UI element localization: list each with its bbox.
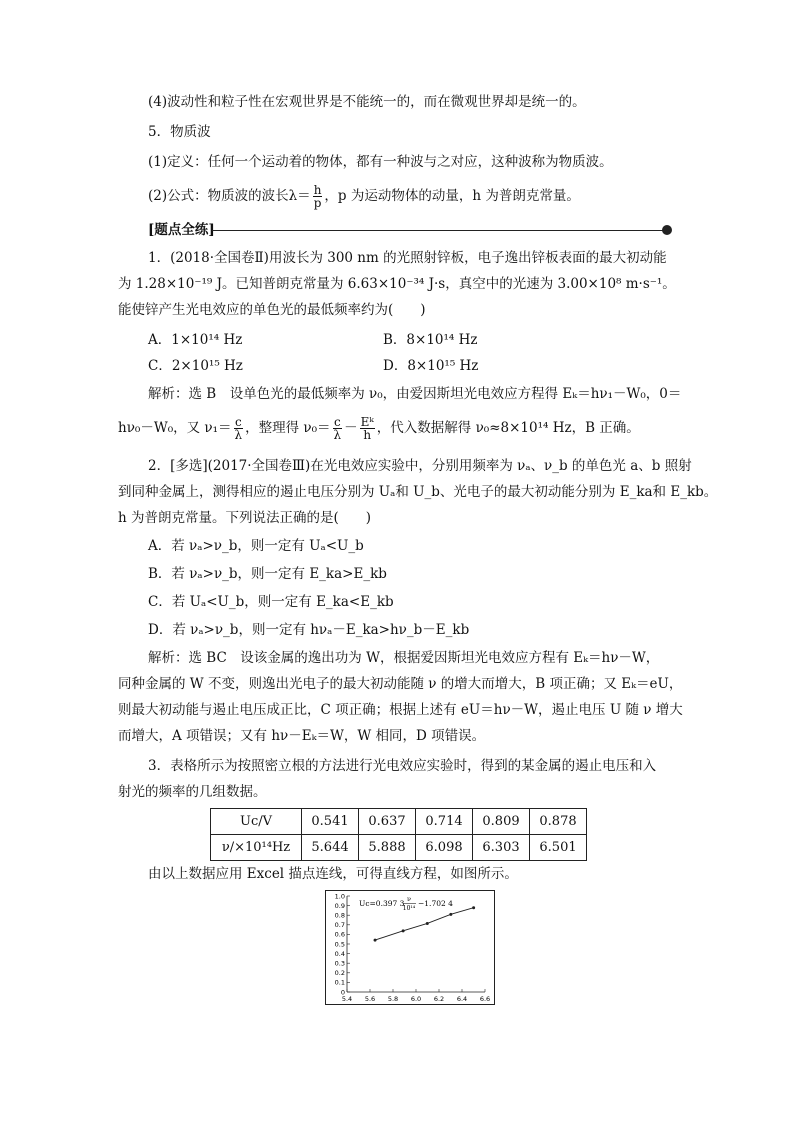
q3-line-1: 3．表格所示为按照密立根的方法进行光电效应实验时，得到的某金属的遏止电压和入 [148, 758, 657, 774]
q2-option-c: C．若 Uₐ<U_b，则一定有 E_ka<E_kb [148, 594, 394, 610]
table-cell: 5.644 [302, 835, 359, 861]
q2-line-1: 2．[多选](2017·全国卷Ⅲ)在光电效应实验中，分别用频率为 νₐ、ν_b 的单色光 a、b 照射 [148, 458, 692, 474]
q1-solution-line-2: hν₀－W₀，又 ν₁＝ $\frac{c}{\lambda}$ ，整理得 ν₀＝ $\frac{c}{\lambda}$ － $\frac{\text{Eᵏ}}{h}$ ，代入数据解得 ν₀≈8×10¹⁴ Hz，B 正确。 [118, 415, 640, 442]
paragraph-formula [148, 184, 580, 209]
data-point [374, 939, 377, 942]
section-dot-icon [662, 225, 672, 235]
x-tick-label: 6.2 [433, 995, 445, 1003]
q2-solution-line-3: 则最大初动能与遏止电压成正比，C 项正确；根据上述有 eU＝hν－W，遏止电压 U 随 ν 增大 [118, 702, 683, 718]
y-tick-label: 0 [340, 988, 345, 997]
x-tick-label: 5.4 [341, 995, 353, 1003]
chart-equation: Uc=0.397 3 [359, 899, 405, 908]
line-chart [325, 890, 495, 1005]
chart-equation-frac-num: ν [407, 895, 411, 903]
q2-solution-line-1: 解析：选 BC 设该金属的逸出功为 W，根据爱因斯坦光电效应方程有 Eₖ＝hν－W， [148, 650, 660, 666]
y-tick-label: 0.7 [334, 921, 345, 930]
q1-option-b: B．8×10¹⁴ Hz [383, 332, 478, 348]
table-cell: 6.098 [416, 835, 473, 861]
table-cell: 6.303 [473, 835, 530, 861]
fraction-c-over-lambda: $\frac{c}{\lambda}$ [234, 415, 243, 442]
fraction-ek-over-h: $\frac{\text{Eᵏ}}{h}$ [360, 415, 374, 442]
q2-line-3: h 为普朗克常量。下列说法正确的是( ) [118, 510, 372, 526]
table-cell: ν/×10¹⁴Hz [211, 835, 302, 861]
x-tick-label: 5.8 [387, 995, 399, 1003]
table-cell: 6.501 [530, 835, 587, 861]
table-cell: Uc/V [211, 809, 302, 835]
x-tick-label: 6.4 [456, 995, 468, 1003]
q3-line-2: 射光的频率的几组数据。 [118, 784, 267, 800]
table-cell: 0.637 [359, 809, 416, 835]
q1-line-1: 1．(2018·全国卷Ⅱ)用波长为 300 nm 的光照射锌板，电子逸出锌板表面的最大初动能 [148, 250, 667, 266]
y-tick-label: 0.5 [334, 940, 345, 949]
data-point [402, 929, 405, 932]
q2-solution-line-4: 而增大，A 项错误；又有 hν－Eₖ＝W，W 相同，D 项错误。 [118, 728, 486, 744]
paragraph-definition: (1)定义：任何一个运动着的物体，都有一种波与之对应，这种波称为物质波。 [148, 154, 613, 170]
q2-solution-line-2: 同种金属的 W 不变，则逸出光电子的最大初动能随 ν 的增大而增大，B 项正确；又 Eₖ＝eU， [118, 676, 683, 692]
y-tick-label: 0.2 [334, 969, 345, 978]
chart-equation-frac-den: 10¹⁴ [402, 905, 416, 912]
q1-solution-line-1: 解析：选 B 设单色光的最低频率为 ν₀，由爱因斯坦光电效应方程得 Eₖ＝hν₁－W₀，0＝ [148, 386, 682, 402]
q2-option-a: A．若 νₐ>ν_b，则一定有 Uₐ<U_b [148, 538, 364, 554]
y-tick-label: 0.4 [334, 949, 345, 958]
fraction-c-over-lambda-2: $\frac{c}{\lambda}$ [333, 415, 342, 442]
y-tick-label: 0.9 [334, 901, 345, 910]
y-tick-label: 0.1 [334, 978, 345, 987]
x-tick-label: 6.6 [479, 995, 491, 1003]
q1-line-2: 为 1.28×10⁻¹⁹ J。已知普朗克常量为 6.63×10⁻³⁴ J·s，真空中的光速为 3.00×10⁸ m·s⁻¹。 [118, 276, 676, 292]
y-tick-label: 1.0 [334, 892, 345, 901]
section-title: [题点全练] [148, 222, 215, 238]
q2-line-2: 到同种金属上，测得相应的遏止电压分别为 Uₐ和 U_b、光电子的最大初动能分别为 E_ka和 E_kb。 [118, 484, 718, 500]
y-tick-label: 0.6 [334, 930, 345, 939]
q1-line-3: 能使锌产生光电效应的单色光的最低频率约为( ) [118, 302, 426, 318]
data-table [210, 808, 587, 861]
table-row [211, 835, 587, 861]
table-cell: 5.888 [359, 835, 416, 861]
x-tick-label: 5.6 [364, 995, 376, 1003]
q1-option-c: C．2×10¹⁵ Hz [148, 358, 243, 374]
formula-text-a: (2)公式：物质波的波长λ＝ [148, 188, 311, 204]
table-cell: 0.809 [473, 809, 530, 835]
data-point [449, 913, 452, 916]
series-line [375, 908, 474, 940]
data-point [472, 906, 475, 909]
table-cell: 0.714 [416, 809, 473, 835]
table-row [211, 809, 587, 835]
formula-text-b: ，p 为运动物体的动量，h 为普朗克常量。 [324, 188, 580, 204]
heading-matter-wave: 5．物质波 [148, 124, 211, 140]
y-tick-label: 0.8 [334, 911, 345, 920]
table-cell: 0.541 [302, 809, 359, 835]
q1-option-d: D．8×10¹⁵ Hz [383, 358, 479, 374]
q2-option-b: B．若 νₐ>ν_b，则一定有 E_ka>E_kb [148, 566, 387, 582]
section-rule [212, 230, 664, 231]
y-tick-label: 0.3 [334, 959, 345, 968]
q1-option-a: A．1×10¹⁴ Hz [148, 332, 243, 348]
paragraph-4: (4)波动性和粒子性在宏观世界是不能统一的，而在微观世界却是统一的。 [148, 94, 586, 110]
x-tick-label: 6.0 [410, 995, 422, 1003]
fraction-h-over-p: $\frac{h}{p}$ [313, 183, 322, 210]
data-point [426, 922, 429, 925]
table-cell: 0.878 [530, 809, 587, 835]
q2-option-d: D．若 νₐ>ν_b，则一定有 hνₐ－E_ka>hν_b－E_kb [148, 622, 470, 638]
q3-line-3: 由以上数据应用 Excel 描点连线，可得直线方程，如图所示。 [148, 866, 518, 882]
chart-equation-rhs: −1.702 4 [418, 899, 453, 908]
